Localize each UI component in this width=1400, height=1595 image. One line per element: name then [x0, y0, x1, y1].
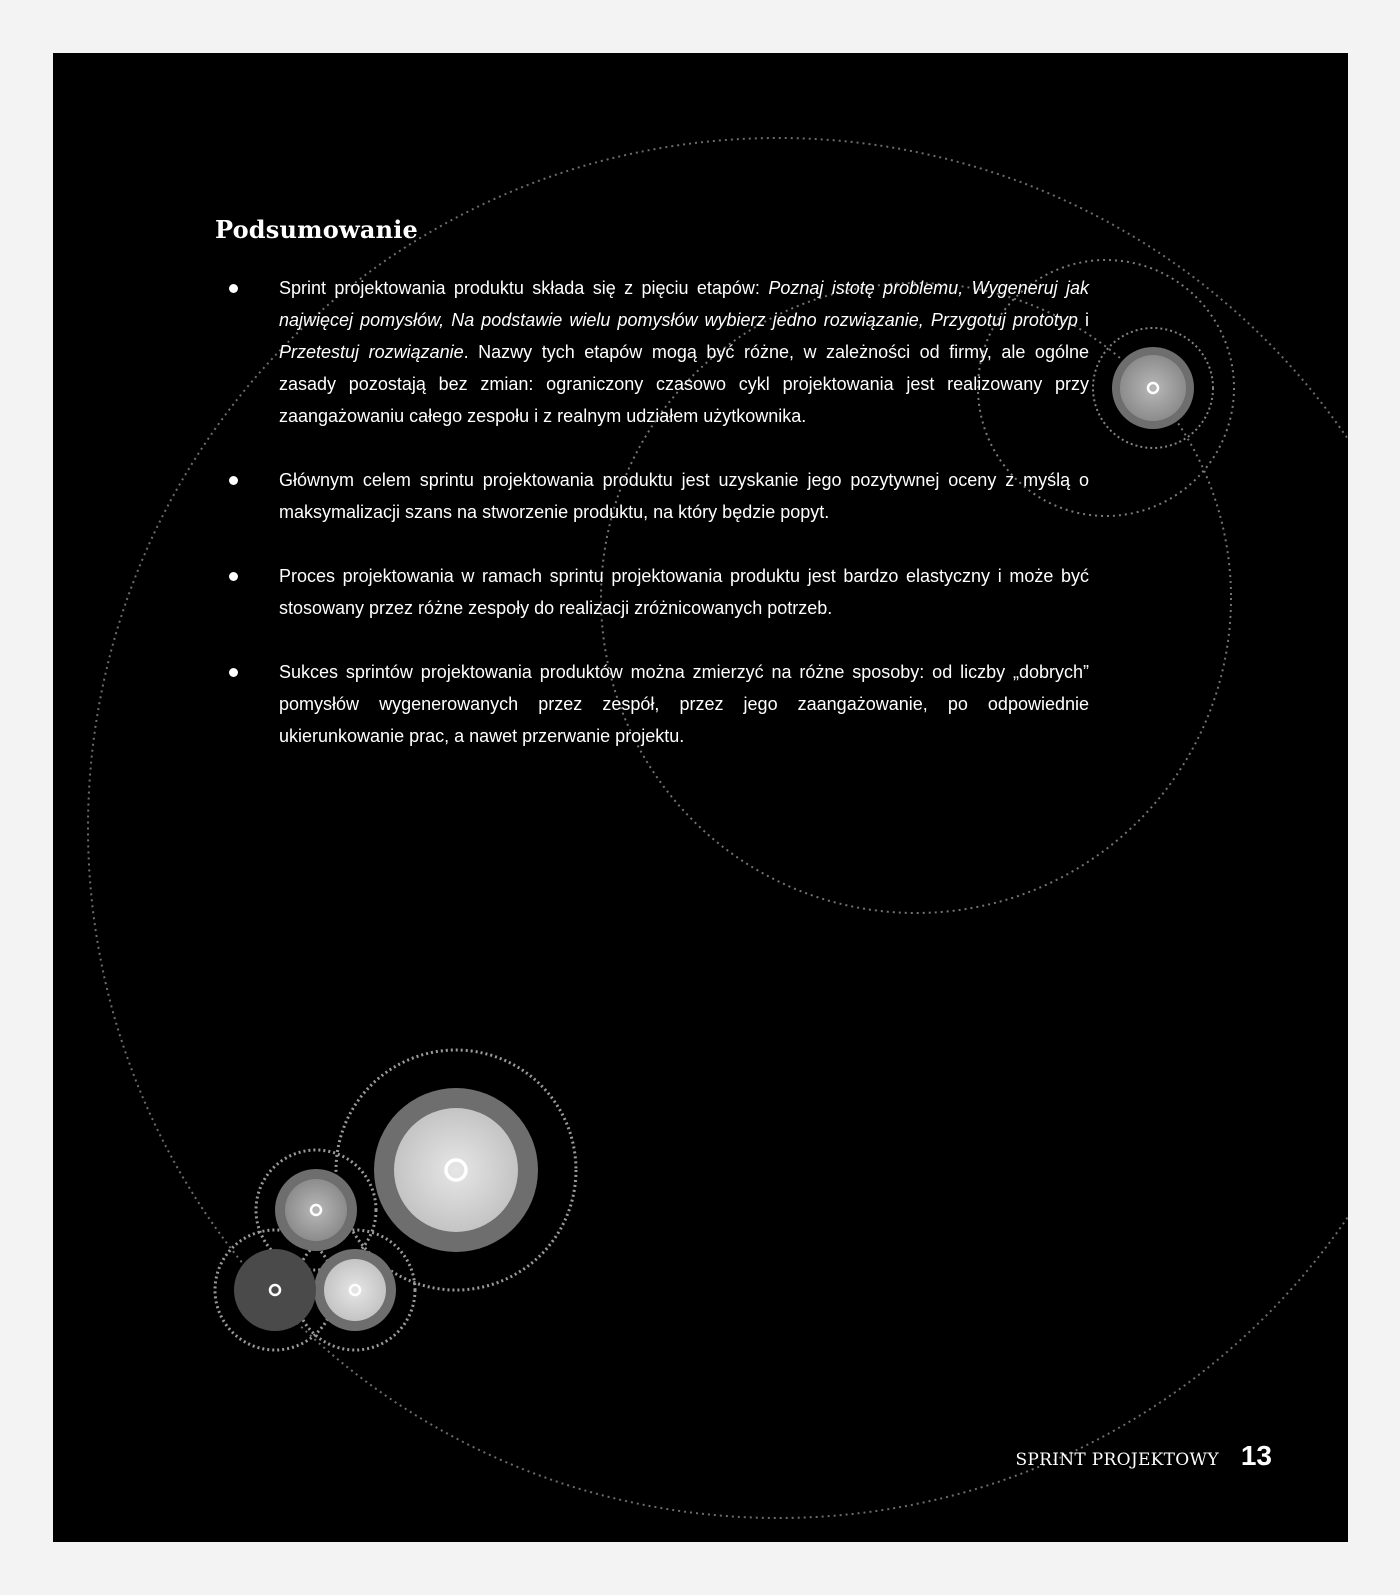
list-item	[223, 272, 1089, 432]
separator: ,	[958, 278, 972, 298]
page-number: 13	[1240, 1440, 1272, 1471]
planet-small-b	[314, 1249, 396, 1331]
list-item	[223, 560, 1089, 624]
list-item-text: Proces projektowania w ramach sprintu projektowania produktu jest bardzo elastyczny i może być stosowany przez różne zespoły do realizacji zróżnicowanych potrzeb.	[279, 566, 1089, 618]
separator: i	[1077, 310, 1090, 330]
bullet-icon	[229, 668, 238, 677]
bullet-icon	[229, 476, 238, 485]
text-run: . Nazwy tych etapów mogą być różne, w zależności od firmy, ale ogólne zasady pozostają bez zmian: ograniczony czasowo cykl projektowania jest realizowany przy zaangażowaniu całego zespołu i z realnym udziałem użytkownika.	[279, 342, 1089, 426]
stage-name: Wygeneruj jak najwięcej pomysłów	[279, 278, 1090, 330]
stage-name: Poznaj istotę problemu	[768, 278, 959, 298]
stage-name: Przygotuj prototyp	[930, 310, 1078, 330]
stage-name: Na podstawie wielu pomysłów wybierz jedno rozwiązanie	[451, 310, 919, 330]
page	[53, 53, 1348, 1542]
bullet-icon	[229, 284, 238, 293]
list-item	[223, 656, 1089, 752]
separator: ,	[918, 310, 931, 330]
list-item-text: Głównym celem sprintu projektowania produktu jest uzyskanie jego pozytywnej oceny z myślą o maksymalizacji szans na stworzenie produktu, na który będzie popyt.	[279, 470, 1089, 522]
list-item	[223, 464, 1089, 528]
planet-small-a	[275, 1169, 357, 1251]
planet-top-right	[1112, 347, 1194, 429]
separator: ,	[439, 310, 452, 330]
summary-list	[223, 272, 1089, 784]
running-title: SPRINT PROJEKTOWY	[1015, 1450, 1219, 1470]
list-item-text: Sukces sprintów projektowania produktów można zmierzyć na różne sposoby: od liczby „dobrych” pomysłów wygenerowanych przez zespół, przez jego zaangażowanie, po odpowiednie ukierunkowanie prac, a nawet przerwanie projektu.	[279, 662, 1089, 746]
stage-name: Przetestuj rozwiązanie	[279, 342, 464, 362]
page-title: Podsumowanie	[215, 215, 419, 244]
page-footer	[1015, 1440, 1272, 1472]
text-run: Sprint projektowania produktu składa się z pięciu etapów:	[279, 278, 769, 298]
planet-big	[374, 1088, 538, 1252]
planet-small-c	[234, 1249, 316, 1331]
bullet-icon	[229, 572, 238, 581]
